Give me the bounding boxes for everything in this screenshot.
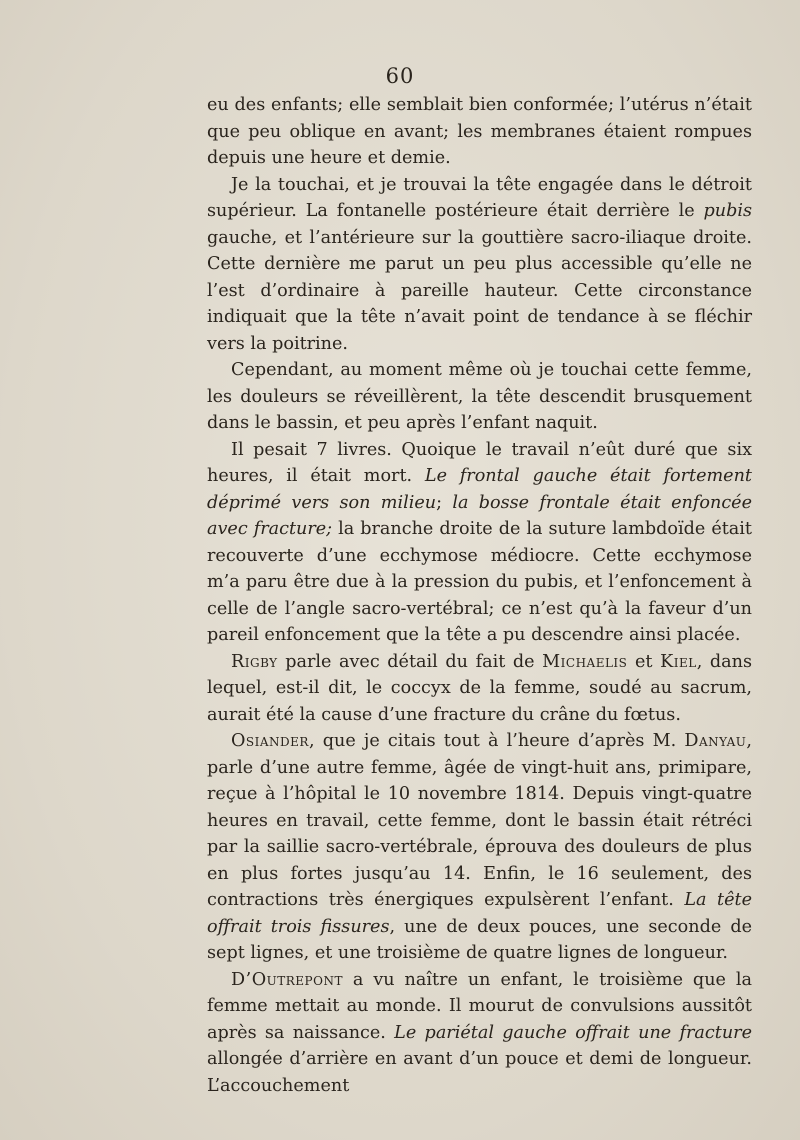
page-number: 60 [385,64,415,88]
paragraph [207,728,752,967]
text-run: gauche, et l’antérieure sur la gouttière sacro-iliaque droite. Cette dernière me parut un peu plus accessible qu’elle ne l’est d’ordinaire à pareille hauteur. Cette circonstance indiquait que la tête n’avait point de tendance à se fléchir vers la poitrine. [207,227,752,354]
text-run: a vu naître un enfant, le troisième que la femme mettait au monde. Il mourut de convulsions aussitôt après sa naissance. [207,969,752,1043]
italic-phrase: La tête offrait trois fissures [207,890,752,937]
author-name: Kiel [660,651,697,672]
paragraph [207,92,752,172]
paragraph [207,172,752,358]
text-run: Il pesait 7 livres. Quoique le travail n’eût duré que six heures, il était mort. [207,439,752,486]
paragraph [207,357,752,437]
text-run: et [627,651,661,672]
text-run: parle avec détail du fait de [277,651,543,672]
text-run: ; [436,492,453,513]
italic-phrase: pubis [703,201,752,221]
text-run: la branche droite de la suture lambdoïde était recouverte d’une ecchymose médiocre. Cette ecchymose m’a paru être due à la pression du pubis, et l’enfoncement à celle de l’angle sacro-vertébral; ce n’est qu’à la faveur d’un pareil enfoncement que la tête a pu descendre ainsi placée. [207,519,752,645]
paragraph [207,649,752,729]
paragraph [207,967,752,1100]
author-name: Michaelis [542,651,628,672]
text-run: Cependant, au moment même où je touchai cette femme, les douleurs se réveillèrent, la tête descendit brusquement dans le bassin, et peu après l’enfant naquit. [207,360,752,433]
italic-phrase: Le frontal gauche était fortement déprimé vers son milieu [207,466,752,513]
text-run: allongée d’arrière en avant d’un pouce et demi de longueur. L’accouchement [207,1049,752,1096]
text-run: , une de deux pouces, une seconde de sept lignes, et une troisième de quatre lignes de longueur. [207,916,752,963]
author-name: Rigby [231,651,278,672]
italic-phrase: la bosse frontale était enfoncée avec fracture; [207,492,752,539]
author-name: D’Outrepont [231,969,343,990]
text-run: , que je citais tout à l’heure d’après M. [308,731,685,751]
paragraph [207,437,752,649]
text-run: eu des enfants; elle semblait bien conformée; l’utérus n’était que peu oblique en avant; les membranes étaient rompues depuis une heure et demie. [207,95,752,168]
text-run: , dans lequel, est-il dit, le coccyx de la femme, soudé au sacrum, aurait été la cause d’une fracture du crâne du fœtus. [207,651,753,725]
text-run: , parle d’une autre femme, âgée de vingt-huit ans, primipare, reçue à l’hôpital le 10 novembre 1814. Depuis vingt-quatre heures en travail, cette femme, dont le bassin était rétréci par la saillie sacro-vertébrale, éprouva des douleurs de plus en plus fortes jusqu’au 14. Enfin, le 16 seulement, des contractions très énergiques expulsèrent l’enfant. [207,731,752,910]
text-run: Je la touchai, et je trouvai la tête engagée dans le détroit supérieur. La fontanelle postérieure était derrière le [207,174,752,221]
author-name: Danyau [684,731,747,751]
body-text [207,92,752,1099]
italic-phrase: Le pariétal gauche offrait une fracture [394,1022,752,1043]
author-name: Osiander [231,731,309,751]
